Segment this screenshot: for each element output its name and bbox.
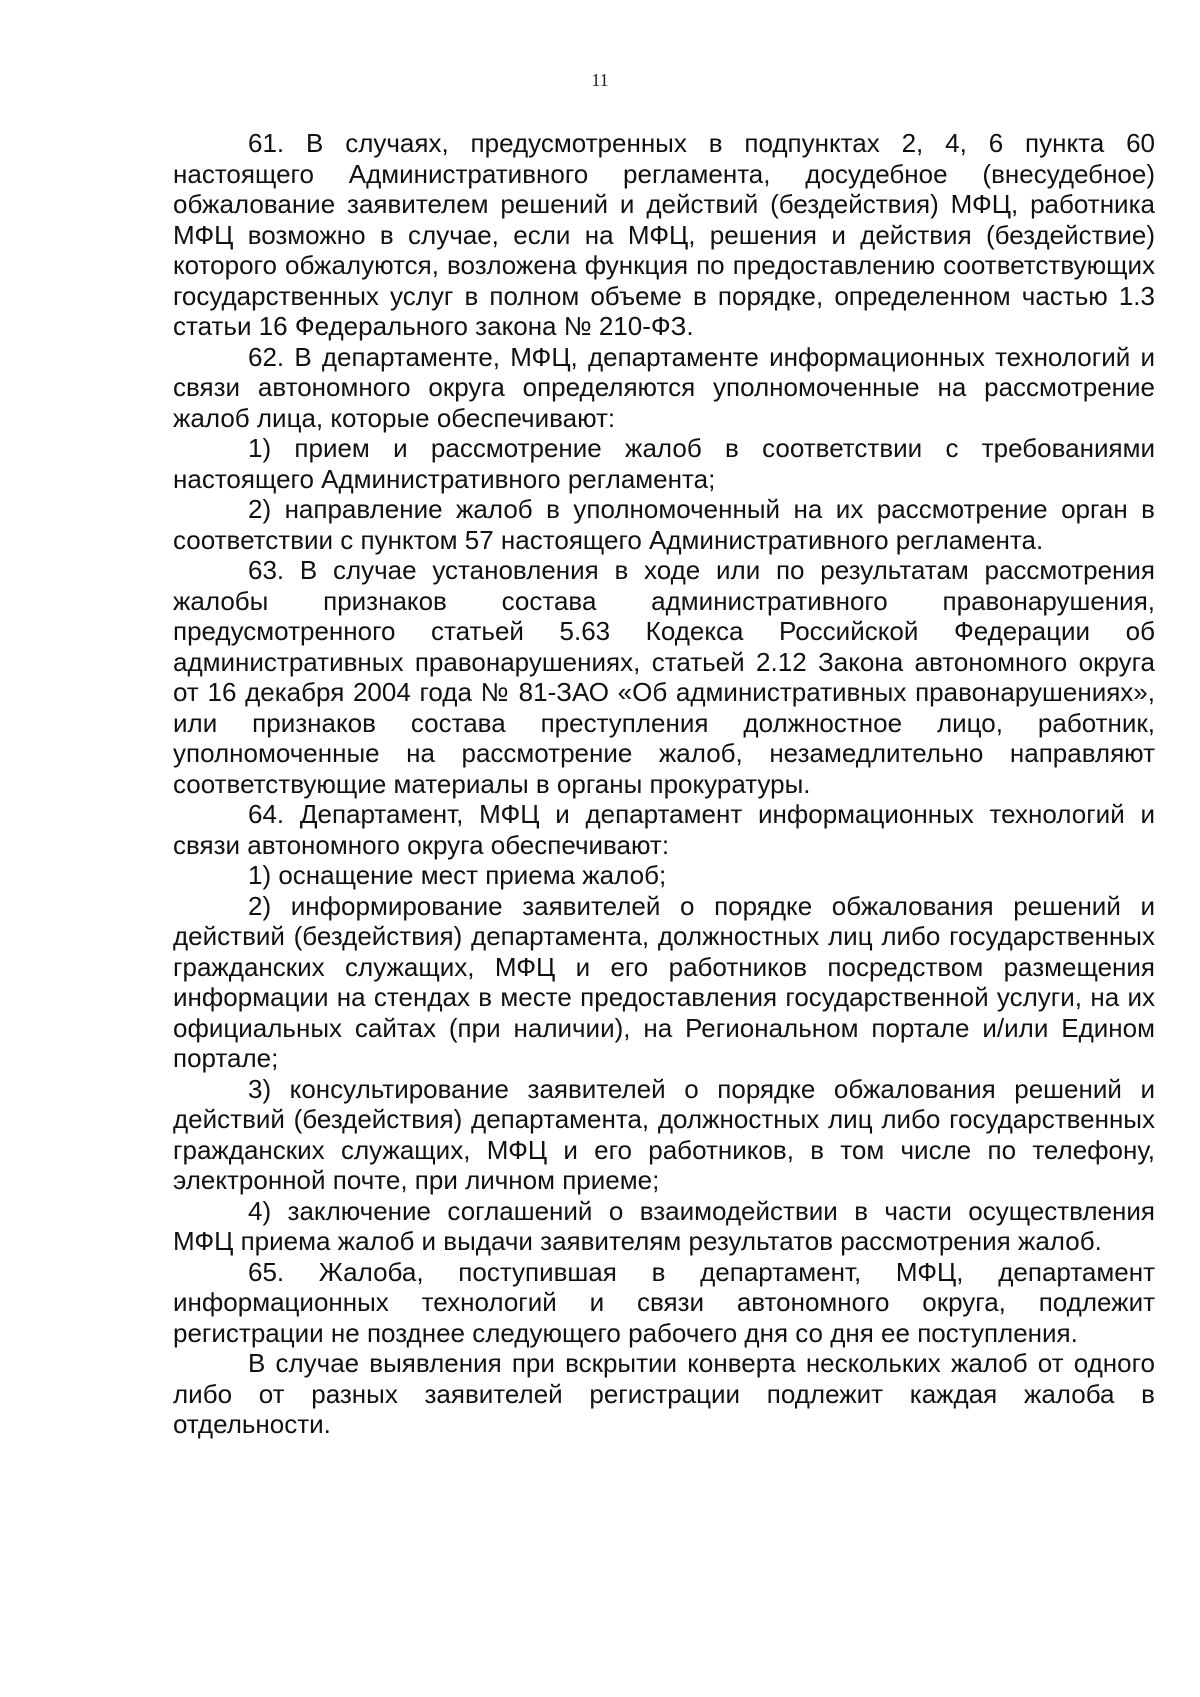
paragraph-64-item-2: 2) информирование заявителей о порядке обжалования решений и действий (бездействия) департамента, должностных лиц либо государственных гражданских служащих, МФЦ и его работников посредством размещения информации на стендах в месте предоставления государственной услуги, на их официальных сайтах (при наличии), на Региональном портале и/или Едином портале; [173,890,1155,1073]
paragraph-65-continuation: В случае выявления при вскрытии конверта нескольких жалоб от одного либо от разных заявителей регистрации подлежит каждая жалоба в отдельности. [173,1348,1155,1439]
paragraph-64-item-1: 1) оснащение мест приема жалоб; [248,860,667,890]
paragraph-63: 63. В случае установления в ходе или по результатам рассмотрения жалобы признаков состава административного правонарушения, предусмотренного статьей 5.63 Кодекса Российской Федерации об административных правонарушениях, статьей 2.12 Закона автономного округа от 16 декабря 2004 года № 81-ЗАО «Об административных правонарушениях», или признаков состава преступления должностное лицо, работник, уполномоченные на рассмотрение жалоб, незамедлительно направляют соответствующие материалы в органы прокуратуры. [173,555,1155,799]
paragraph-61: 61. В случаях, предусмотренных в подпунктах 2, 4, 6 пункта 60 настоящего Административного регламента, досудебное (внесудебное) обжалование заявителем решений и действий (бездействия) МФЦ, работника МФЦ возможно в случае, если на МФЦ, решения и действия (бездействие) которого обжалуются, возложена функция по предоставлению соответствующих государственных услуг в полном объеме в порядке, определенном частью 1.3 статьи 16 Федерального закона № 210-ФЗ. [173,128,1155,341]
paragraph-62-item-1: 1) прием и рассмотрение жалоб в соответствии с требованиями настоящего Административного регламента; [173,433,1155,494]
paragraph-64-item-4: 4) заключение соглашений о взаимодействии в части осуществления МФЦ приема жалоб и выдачи заявителям результатов рассмотрения жалоб. [173,1195,1155,1256]
paragraph-64: 64. Департамент, МФЦ и департамент информационных технологий и связи автономного округа обеспечивают: [173,799,1155,860]
paragraph-62: 62. В департаменте, МФЦ, департаменте информационных технологий и связи автономного округа определяются уполномоченные на рассмотрение жалоб лица, которые обеспечивают: [173,341,1155,433]
paragraph-64-item-3: 3) консультирование заявителей о порядке обжалования решений и действий (бездействия) департамента, должностных лиц либо государственных гражданских служащих, МФЦ и его работников, в том числе по телефону, электронной почте, при личном приеме; [173,1073,1155,1195]
page-number: 11 [591,70,609,90]
paragraph-62-item-2: 2) направление жалоб в уполномоченный на их рассмотрение орган в соответствии с пунктом 57 настоящего Административного регламента. [173,494,1155,555]
document-body [173,128,1155,1440]
paragraph-65: 65. Жалоба, поступившая в департамент, МФЦ, департамент информационных технологий и связи автономного округа, подлежит регистрации не позднее следующего рабочего дня со дня ее поступления. [173,1256,1155,1348]
